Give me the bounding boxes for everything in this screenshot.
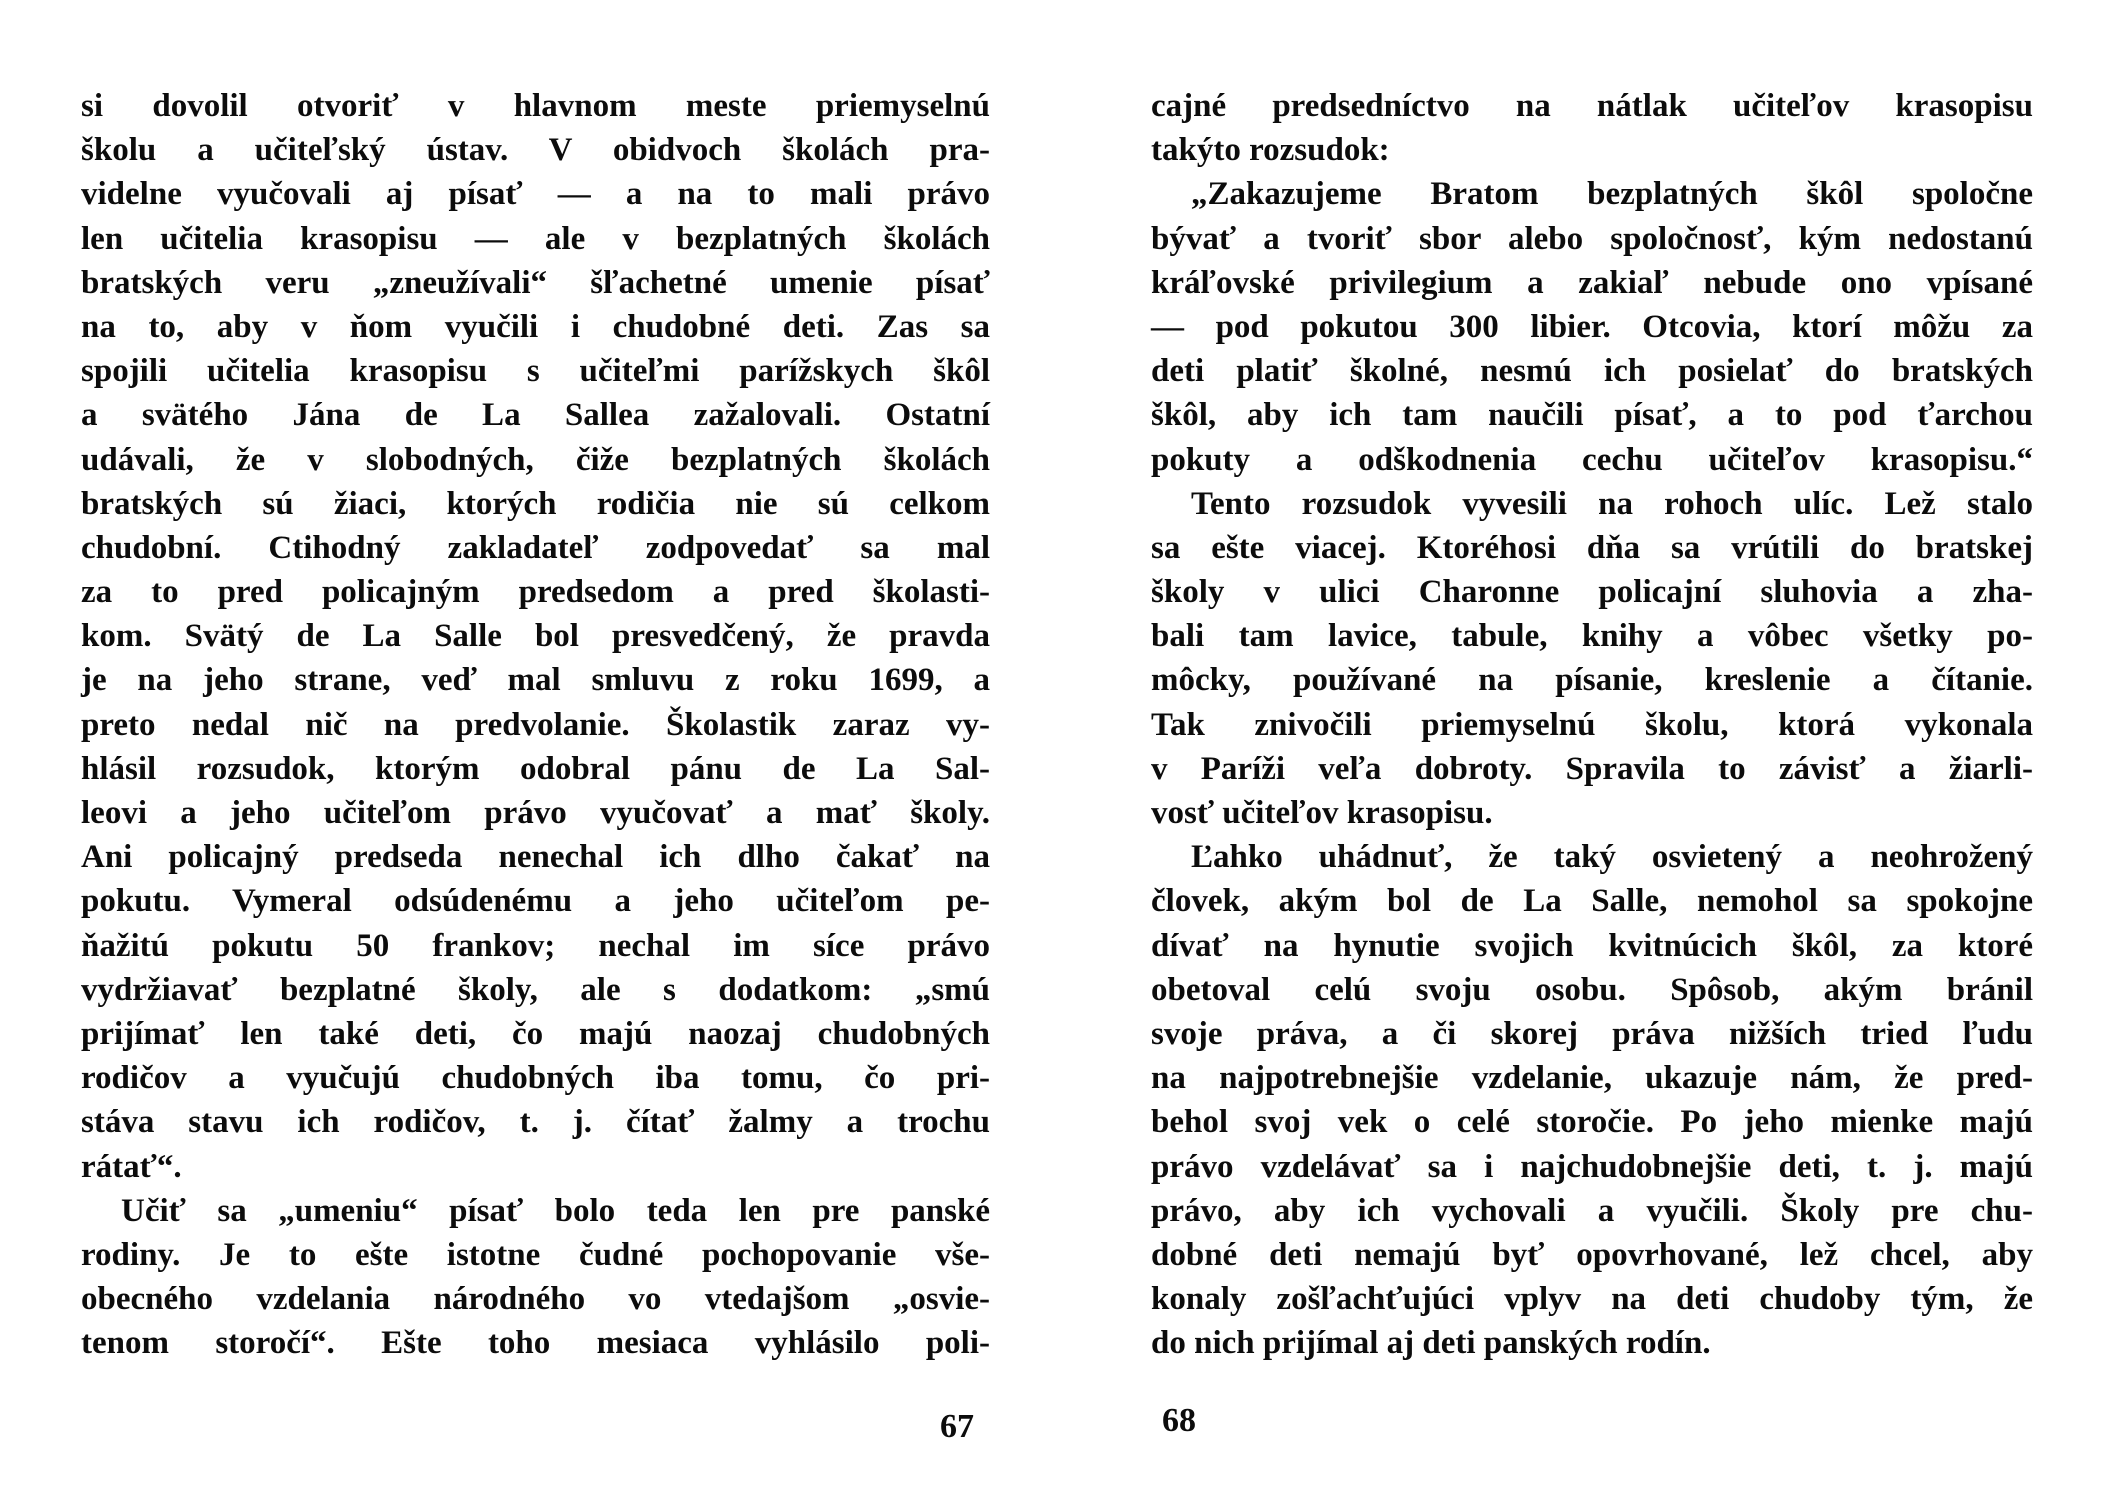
text-line: hlásil rozsudok, ktorým odobral pánu de La Sal- <box>81 750 990 787</box>
text-line: cajné predsedníctvo na nátlak učiteľov krasopisu <box>1151 88 2033 124</box>
text-line: „Zakazujeme Bratom bezplatných škôl spoločne <box>1191 176 2033 213</box>
text-line: kom. Svätý de La Salle bol presvedčený, že pravda <box>81 618 990 655</box>
text-line: bratských veru „zneužívali“ šľachetné umenie písať <box>81 264 990 301</box>
text-line: školu a učiteľský ústav. V obidvoch školách pra- <box>81 132 990 169</box>
text-line: deti platiť školné, nesmú ich posielať do bratských <box>1151 353 2033 390</box>
text-line: vosť učiteľov krasopisu. <box>1151 795 1493 831</box>
right-page <box>1054 0 2108 1500</box>
text-line: chudobní. Ctihodný zakladateľ zodpovedať sa mal <box>81 529 990 566</box>
text-line: obecného vzdelania národného vo vtedajšom „osvie- <box>81 1281 990 1318</box>
text-line: na to, aby v ňom vyučili i chudobné deti. Zas sa <box>81 308 990 345</box>
text-line: bali tam lavice, tabule, knihy a vôbec všetky po- <box>1151 618 2033 655</box>
text-line: Tak znivočili priemyselnú školu, ktorá vykonala <box>1151 706 2033 743</box>
text-line: spojili učitelia krasopisu s učiteľmi parížskych škôl <box>81 353 990 390</box>
text-line: — pod pokutou 300 libier. Otcovia, ktorí môžu za <box>1151 308 2033 345</box>
left-page-text <box>81 84 990 1365</box>
text-line: právo vzdelávať sa i najchudobnejšie deti, t. j. majú <box>1151 1148 2033 1185</box>
text-line: si dovolil otvoriť v hlavnom meste priemyselnú <box>81 88 990 124</box>
text-line: obetoval celú svoju osobu. Spôsob, akým bránil <box>1151 971 2033 1008</box>
text-line: a svätého Jána de La Sallea zažalovali. Ostatní <box>81 397 990 434</box>
text-line: pokuty a odškodnenia cechu učiteľov krasopisu.“ <box>1151 441 2033 478</box>
text-line: bývať a tvoriť sbor alebo spoločnosť, kým nedostanú <box>1151 220 2033 257</box>
text-line: na najpotrebnejšie vzdelanie, ukazuje nám, že pred- <box>1151 1060 2033 1097</box>
text-line: do nich prijímal aj deti panských rodín. <box>1151 1325 1711 1362</box>
text-line: konaly zošľachťujúci vplyv na deti chudoby tým, že <box>1151 1281 2033 1318</box>
text-line: dobné deti nemajú byť opovrhované, lež chcel, aby <box>1151 1236 2033 1273</box>
text-line: stáva stavu ich rodičov, t. j. čítať žalmy a trochu <box>81 1104 990 1141</box>
text-line: kráľovské privilegium a zakiaľ nebude ono vpísané <box>1151 264 2033 301</box>
text-line: v Paríži veľa dobroty. Spravila to závisť a žiarli- <box>1151 750 2033 787</box>
text-line: Tento rozsudok vyvesili na rohoch ulíc. Lež stalo <box>1191 485 2033 522</box>
text-line: svoje práva, a či skorej práva nižších tried ľudu <box>1151 1015 2033 1052</box>
text-line: môcky, používané na písanie, kreslenie a čítanie. <box>1151 662 2033 699</box>
text-line: bratských sú žiaci, ktorých rodičia nie sú celkom <box>81 485 990 522</box>
text-line: Učiť sa „umeniu“ písať bolo teda len pre panské <box>121 1192 990 1229</box>
text-line: len učitelia krasopisu — ale v bezplatných školách <box>81 220 990 257</box>
text-line: človek, akým bol de La Salle, nemohol sa spokojne <box>1151 883 2033 920</box>
text-line: vydržiavať bezplatné školy, ale s dodatkom: „smú <box>81 971 990 1008</box>
text-line: rodičov a vyučujú chudobných iba tomu, čo pri- <box>81 1060 990 1097</box>
text-line: Ľahko uhádnuť, že taký osvietený a neohrožený <box>1191 839 2033 876</box>
page-number: 67 <box>940 1408 974 1445</box>
text-line: pokutu. Vymeral odsúdenému a jeho učiteľom pe- <box>81 883 990 920</box>
text-line: Ani policajný predseda nenechal ich dlho čakať na <box>81 839 990 876</box>
text-line: udávali, že v slobodných, čiže bezplatných školách <box>81 441 990 478</box>
text-line: rodiny. Je to ešte istotne čudné pochopovanie vše- <box>81 1236 990 1273</box>
text-line: je na jeho strane, veď mal smluvu z roku 1699, a <box>81 662 990 699</box>
text-line: prijímať len také deti, čo majú naozaj chudobných <box>81 1015 990 1052</box>
text-line: za to pred policajným predsedom a pred školasti- <box>81 574 990 611</box>
text-line: videlne vyučovali aj písať — a na to mali právo <box>81 176 990 213</box>
text-line: takýto rozsudok: <box>1151 132 1390 169</box>
text-line: preto nedal nič na predvolanie. Školastik zaraz vy- <box>81 706 990 743</box>
text-line: behol svoj vek o celé storočie. Po jeho mienke majú <box>1151 1104 2033 1141</box>
text-line: rátať“. <box>81 1148 182 1185</box>
text-line: sa ešte viacej. Ktoréhosi dňa sa vrútili do bratskej <box>1151 529 2033 566</box>
right-page-text <box>1151 84 2033 1365</box>
page-number: 68 <box>1162 1402 1196 1439</box>
text-line: školy v ulici Charonne policajní sluhovia a zha- <box>1151 574 2033 611</box>
text-line: ňažitú pokutu 50 frankov; nechal im síce právo <box>81 927 990 964</box>
text-line: leovi a jeho učiteľom právo vyučovať a mať školy. <box>81 795 990 831</box>
text-line: právo, aby ich vychovali a vyučili. Školy pre chu- <box>1151 1192 2033 1229</box>
text-line: škôl, aby ich tam naučili písať, a to pod ťarchou <box>1151 397 2033 434</box>
text-line: dívať na hynutie svojich kvitnúcich škôl, za ktoré <box>1151 927 2033 964</box>
text-line: tenom storočí“. Ešte toho mesiaca vyhlásilo poli- <box>81 1325 990 1362</box>
